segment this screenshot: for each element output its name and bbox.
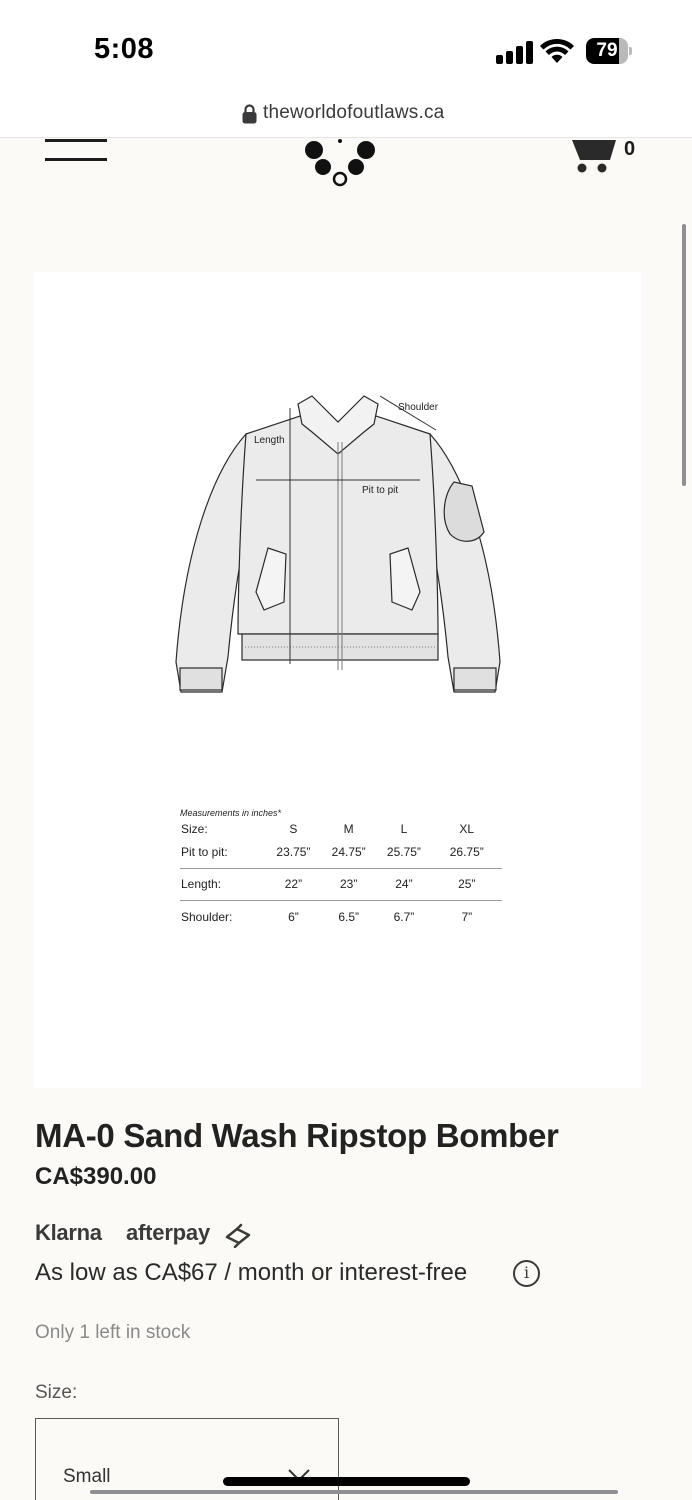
size-chart-row-label: Length: xyxy=(181,877,222,892)
hamburger-menu-icon[interactable] xyxy=(45,138,107,162)
url-bar[interactable] xyxy=(0,92,692,138)
battery-percent: 79 xyxy=(596,40,618,61)
size-chart-cell: 7” xyxy=(461,910,473,925)
lock-icon xyxy=(242,104,257,124)
status-time: 5:08 xyxy=(94,33,155,65)
info-icon[interactable]: i xyxy=(513,1260,540,1287)
wifi-icon xyxy=(540,38,574,64)
battery-icon xyxy=(586,38,632,64)
cart-icon[interactable] xyxy=(570,134,620,174)
afterpay-icon xyxy=(223,1222,253,1248)
product-title: MA-0 Sand Wash Ripstop Bomber xyxy=(35,1117,559,1154)
horizontal-scrollbar[interactable] xyxy=(90,1490,618,1494)
shoulder-label: Shoulder xyxy=(398,402,439,413)
size-chart-cell: 25” xyxy=(458,877,476,892)
size-chart-header xyxy=(180,821,502,836)
size-select-value[interactable]: Small xyxy=(63,1466,111,1487)
length-label: Length xyxy=(254,435,285,446)
size-select[interactable] xyxy=(35,1418,339,1500)
size-chart-col: M xyxy=(343,821,354,836)
product-price: CA$390.00 xyxy=(35,1163,157,1190)
size-chart-col: L xyxy=(400,821,408,836)
size-chart-cell: 24” xyxy=(395,877,413,892)
size-chart-cell: 26.75” xyxy=(449,844,484,859)
size-chart-cell: 6.5” xyxy=(338,910,359,925)
status-bar xyxy=(0,0,692,92)
size-chart-row xyxy=(180,901,502,934)
size-chart-cell: 24.75” xyxy=(331,844,366,859)
size-chart-cell: 23.75” xyxy=(276,844,311,859)
size-chart-col: Size: xyxy=(181,821,208,836)
size-chart-note: Measurements in inches* xyxy=(180,808,282,818)
installment-text: As low as CA$67 / month or interest-free xyxy=(35,1259,468,1286)
signal-icon xyxy=(496,40,534,64)
klarna-logo[interactable]: Klarna xyxy=(35,1220,102,1245)
home-indicator[interactable] xyxy=(223,1477,470,1486)
afterpay-logo[interactable]: afterpay xyxy=(126,1220,210,1245)
jacket-diagram xyxy=(34,272,642,1088)
size-chart-cell: 25.75” xyxy=(386,844,421,859)
logo-icon[interactable] xyxy=(300,138,380,188)
size-chart-col: XL xyxy=(459,821,475,836)
product-image[interactable] xyxy=(34,272,642,1088)
size-chart-cell: 6” xyxy=(288,910,299,925)
size-chart xyxy=(180,808,502,934)
stock-status: Only 1 left in stock xyxy=(35,1322,191,1343)
size-chart-row-label: Shoulder: xyxy=(181,910,233,925)
size-chart-row xyxy=(180,836,502,869)
size-chart-cell: 23” xyxy=(339,877,358,892)
size-chart-cell: 22” xyxy=(284,877,303,892)
size-chart-row xyxy=(180,869,502,902)
vertical-scrollbar[interactable] xyxy=(682,224,686,486)
size-label: Size: xyxy=(35,1382,78,1403)
size-chart-row-label: Pit to pit: xyxy=(181,844,228,859)
url-text[interactable]: theworldofoutlaws.ca xyxy=(263,102,445,123)
size-chart-col: S xyxy=(289,821,298,836)
cart-count[interactable]: 0 xyxy=(624,138,636,160)
pit-to-pit-label: Pit to pit xyxy=(362,485,399,496)
size-chart-cell: 6.7” xyxy=(393,910,415,925)
